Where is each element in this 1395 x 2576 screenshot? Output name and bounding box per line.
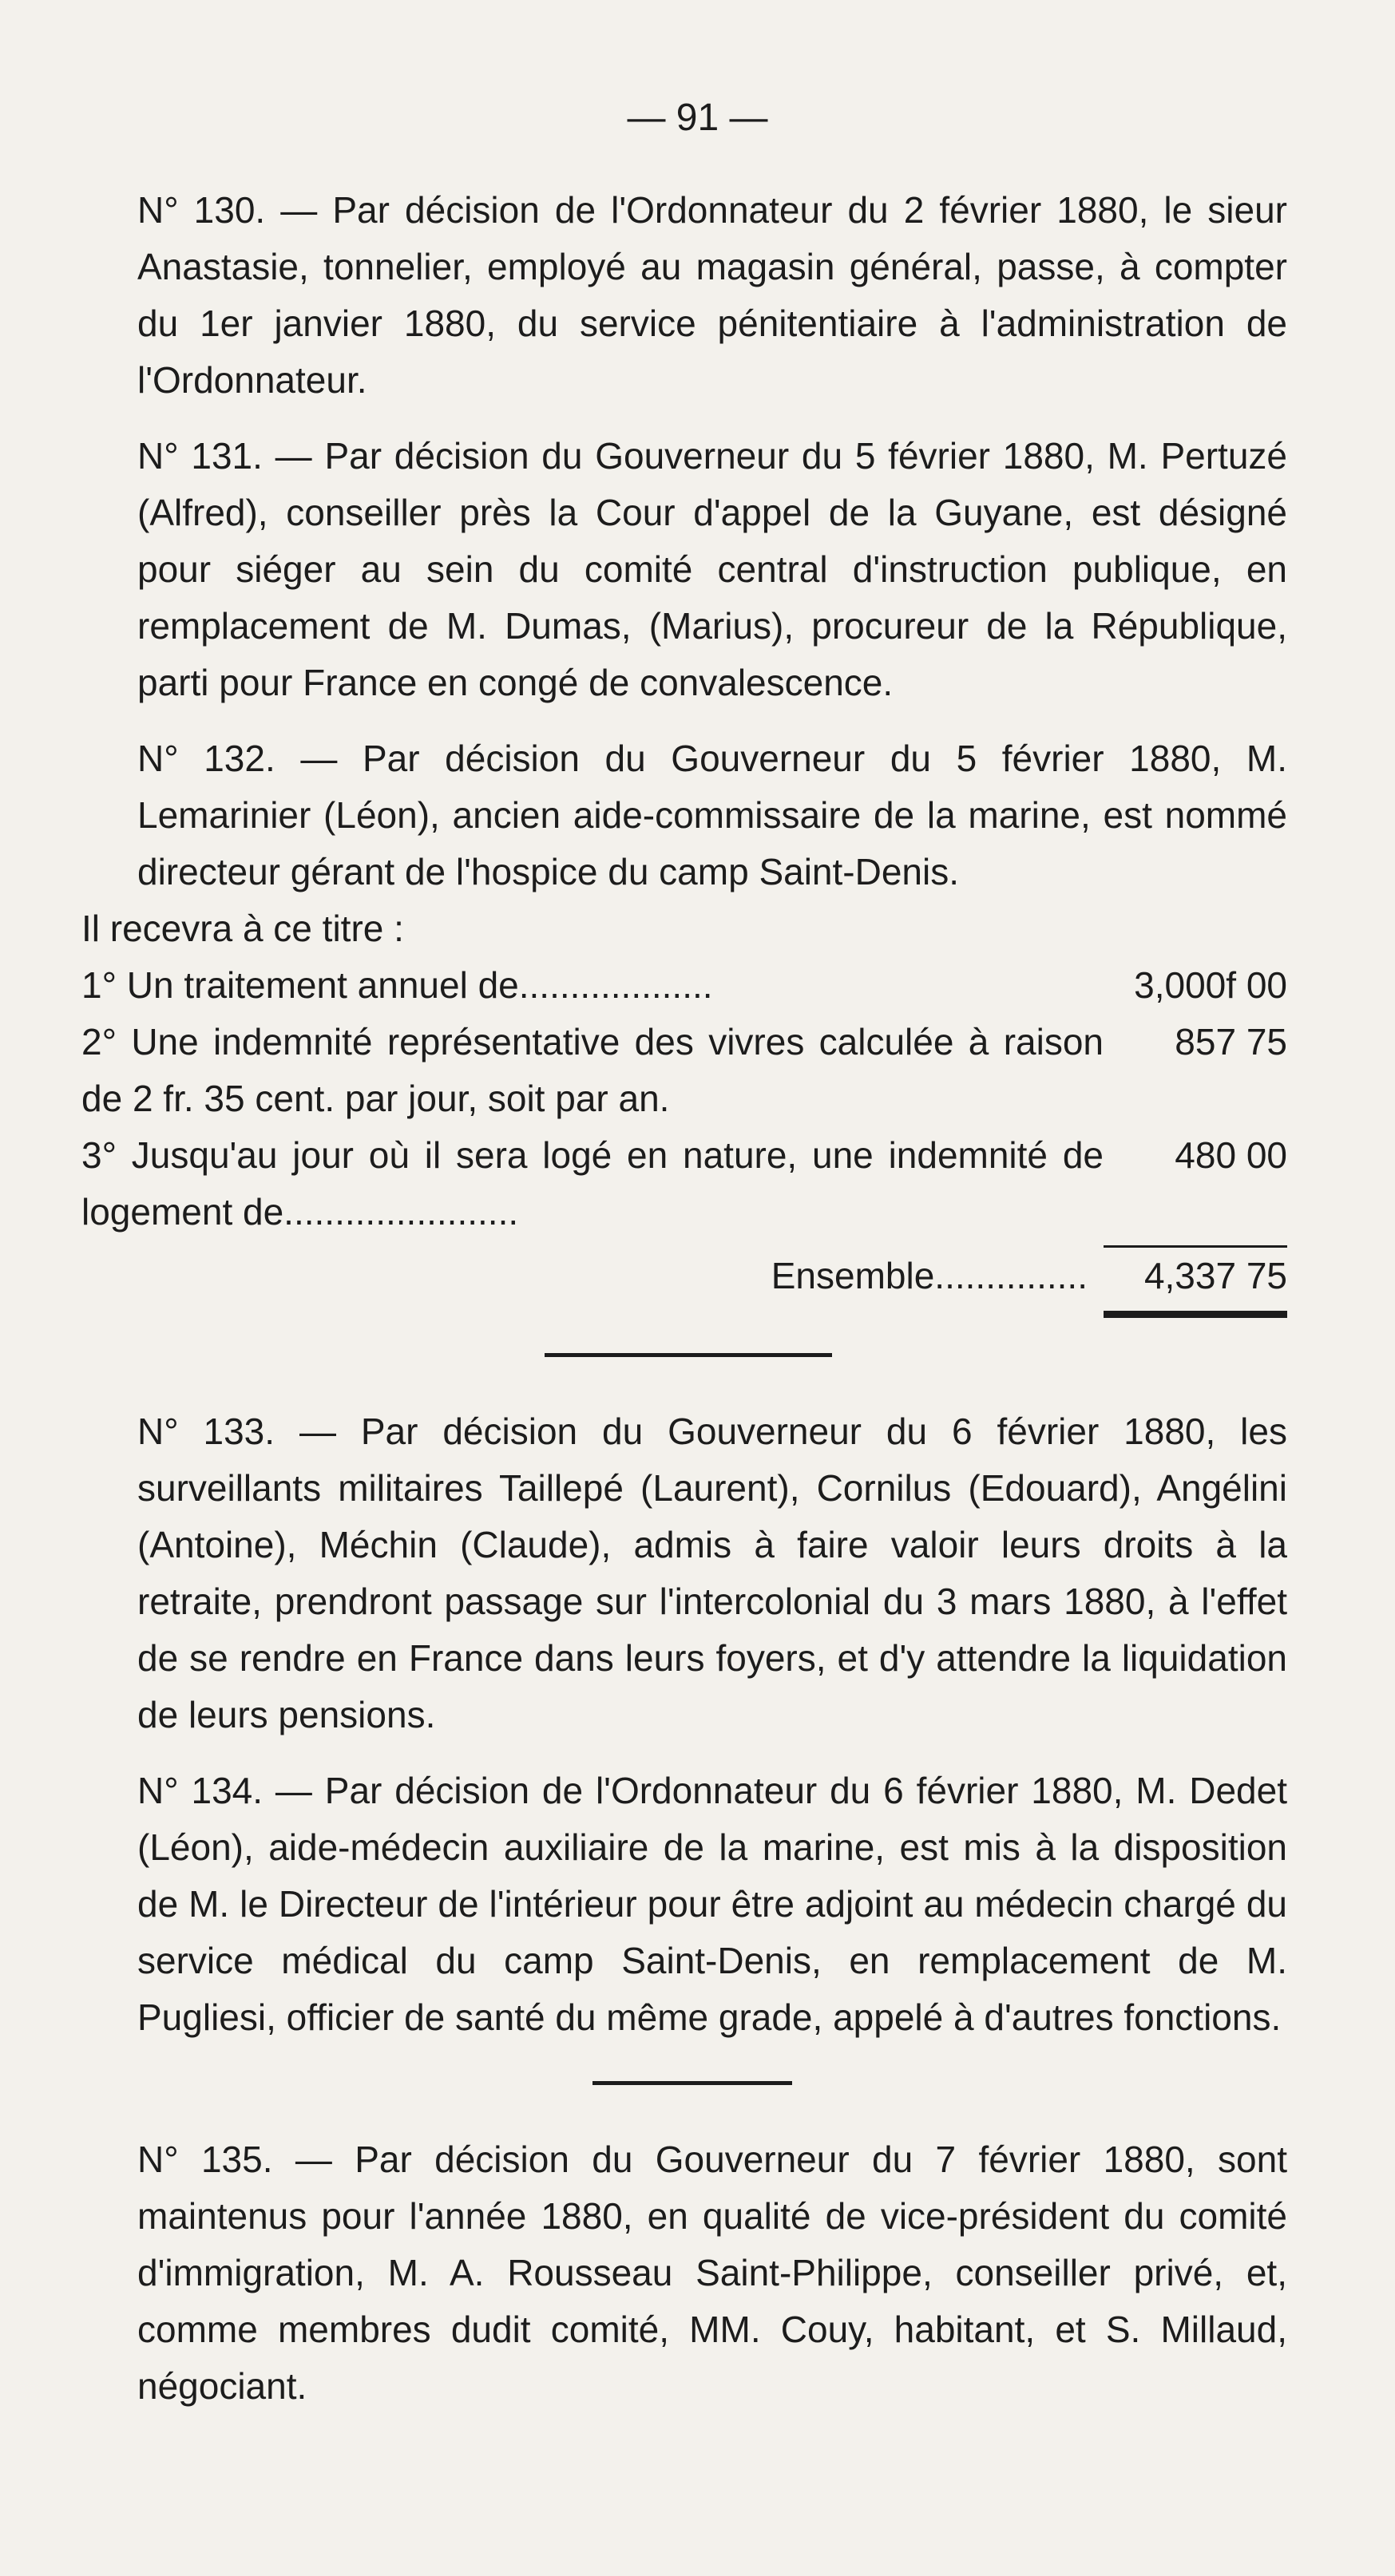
entry-number: N° 133. — [137, 1411, 336, 1452]
page-number: — 91 — [627, 97, 768, 139]
total-row [81, 1245, 1287, 1304]
allowance-label: 3° Jusqu'au jour où il sera logé en nature, une indemnité de logement de....................... [81, 1134, 1104, 1233]
allowance-list [81, 957, 1287, 1241]
entry-number: N° 131. — [137, 435, 312, 477]
entry-text: Par décision du Gouverneur du 6 février 1880, les surveillants militaires Taillepé (Laurent), Cornilus (Edouard), Angélini (Antoine), Méchin (Claude), admis à faire valoir leurs droits à la retraite, prendront passage sur l'intercolonial du 3 mars 1880, à l'effet de se rendre en France dans leurs foyers, et d'y attendre la liquidation de leurs pensions. [137, 1411, 1287, 1735]
allowance-amount: 857 75 [1175, 1021, 1287, 1062]
allowance-item [81, 957, 1287, 1014]
entry-number: N° 135. — [137, 2139, 332, 2180]
total-double-rule [1104, 1311, 1287, 1318]
page-content [81, 182, 1287, 2434]
entry-text: Par décision du Gouverneur du 7 février 1880, sont maintenus pour l'année 1880, en qualité de vice-président du comité d'immigration, M. A. Rousseau Saint-Philippe, conseiller privé, et, comme membres dudit comité, MM. Couy, habitant, et S. Millaud, négociant. [137, 2139, 1288, 2407]
entry-135 [81, 2131, 1287, 2415]
entry-133 [81, 1403, 1287, 1743]
entry-text: Par décision du Gouverneur du 5 février 1880, M. Lemarinier (Léon), ancien aide-commissaire de la marine, est nommé directeur gérant de l'hospice du camp Saint-Denis. [137, 738, 1287, 892]
entry-intro: Il recevra à ce titre : [81, 908, 404, 949]
entry-130 [81, 182, 1287, 409]
entry-text: Par décision de l'Ordonnateur du 2 février 1880, le sieur Anastasie, tonnelier, employé au magasin général, passe, à compter du 1er janvier 1880, du service pénitentiaire à l'administration de l'Ordonnateur. [137, 189, 1287, 401]
total-label: Ensemble............... [771, 1255, 1088, 1296]
allowance-amount: 480 00 [1175, 1134, 1287, 1176]
allowance-item [81, 1014, 1287, 1127]
entry-132 [81, 730, 1287, 1318]
total-amount: 4,337 75 [1104, 1245, 1287, 1304]
entry-text: Par décision du Gouverneur du 5 février 1880, M. Pertuzé (Alfred), conseiller près la Cour d'appel de la Guyane, est désigné pour siéger au sein du comité central d'instruction publique, en remplacement de M. Dumas, (Marius), procureur de la République, parti pour France en congé de convalescence. [137, 435, 1287, 703]
allowance-label: 1° Un traitement annuel de................... [81, 964, 713, 1006]
allowance-amount: 3,000f 00 [1134, 964, 1287, 1006]
entry-134 [81, 1763, 1287, 2046]
entry-text: Par décision de l'Ordonnateur du 6 février 1880, M. Dedet (Léon), aide-médecin auxiliaire de la marine, est mis à la disposition de M. le Directeur de l'intérieur pour être adjoint au médecin chargé du service médical du camp Saint-Denis, en remplacement de M. Pugliesi, officier de santé du même grade, appelé à d'autres fonctions. [137, 1770, 1287, 2038]
allowance-label: 2° Une indemnité représentative des vivres calculée à raison de 2 fr. 35 cent. par jour, soit par an. [81, 1021, 1104, 1119]
entry-number: N° 132. — [137, 738, 338, 779]
entry-131 [81, 428, 1287, 711]
entry-number: N° 130. — [137, 189, 318, 231]
entry-number: N° 134. — [137, 1770, 312, 1811]
section-divider [592, 2081, 792, 2085]
allowance-item [81, 1127, 1287, 1241]
section-divider [545, 1353, 832, 1357]
